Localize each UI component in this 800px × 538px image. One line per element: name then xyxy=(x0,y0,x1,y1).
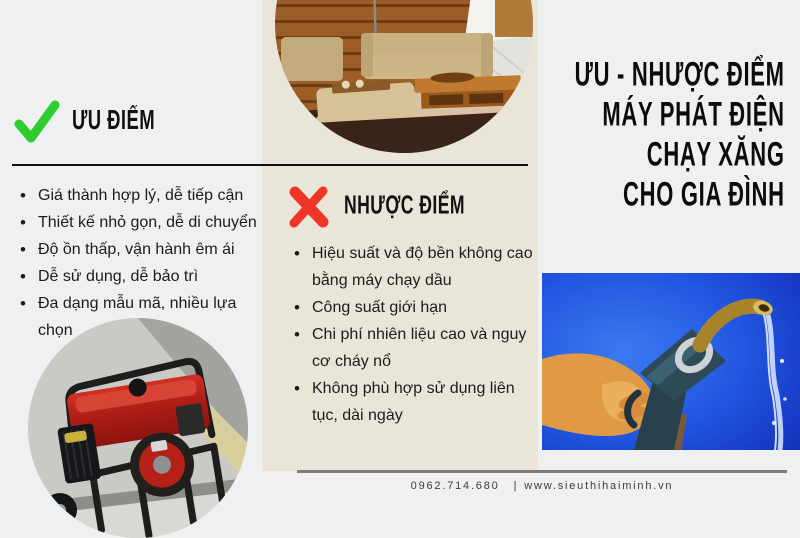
fuel-nozzle-photo xyxy=(542,273,800,450)
title-line: CHO GIA ĐÌNH xyxy=(623,175,785,214)
list-item: • Công suất giới hạn xyxy=(288,294,534,321)
generator-photo xyxy=(28,318,248,538)
advantages-header xyxy=(14,98,166,144)
list-item: • Giá thành hợp lý, dễ tiếp cận xyxy=(14,182,272,209)
list-item: • Chi phí nhiên liệu cao và nguy cơ cháy nổ xyxy=(288,321,534,375)
list-item: • Không phù hợp sử dụng liên tục, dài ngày xyxy=(288,375,534,429)
footer-website: www.sieuthihaiminh.vn xyxy=(524,480,674,492)
footer xyxy=(297,480,787,492)
footer-separator: | xyxy=(513,480,519,492)
list-item: • Dễ sử dụng, dễ bảo trì xyxy=(14,263,272,290)
list-item: • Đa dạng mẫu mã, nhiều lựa chọn xyxy=(14,290,272,344)
footer-divider-line xyxy=(297,470,787,473)
disadvantages-header xyxy=(288,184,482,228)
advantages-heading: ƯU ĐIỂM xyxy=(72,105,156,136)
list-item: • Hiệu suất và độ bền không cao bằng máy chạy dầu xyxy=(288,240,534,294)
title-line: MÁY PHÁT ĐIỆN xyxy=(602,95,785,134)
fuel-nozzle-illustration xyxy=(542,273,800,450)
list-item: • Thiết kế nhỏ gọn, dễ di chuyển xyxy=(14,209,272,236)
disadvantages-heading: NHƯỢC ĐIỂM xyxy=(344,191,466,220)
list-item: • Độ ồn thấp, vận hành êm ái xyxy=(14,236,272,263)
footer-phone: 0962.714.680 xyxy=(410,480,500,492)
disadvantages-list xyxy=(288,240,534,429)
generator-illustration xyxy=(28,318,248,538)
divider-line xyxy=(12,164,528,166)
check-icon xyxy=(14,98,60,144)
x-icon xyxy=(288,184,330,228)
footer-site-group xyxy=(514,480,674,492)
title-line: ƯU - NHƯỢC ĐIỂM xyxy=(574,55,785,94)
page-title xyxy=(575,55,785,215)
title-line: CHẠY XĂNG xyxy=(647,135,785,174)
